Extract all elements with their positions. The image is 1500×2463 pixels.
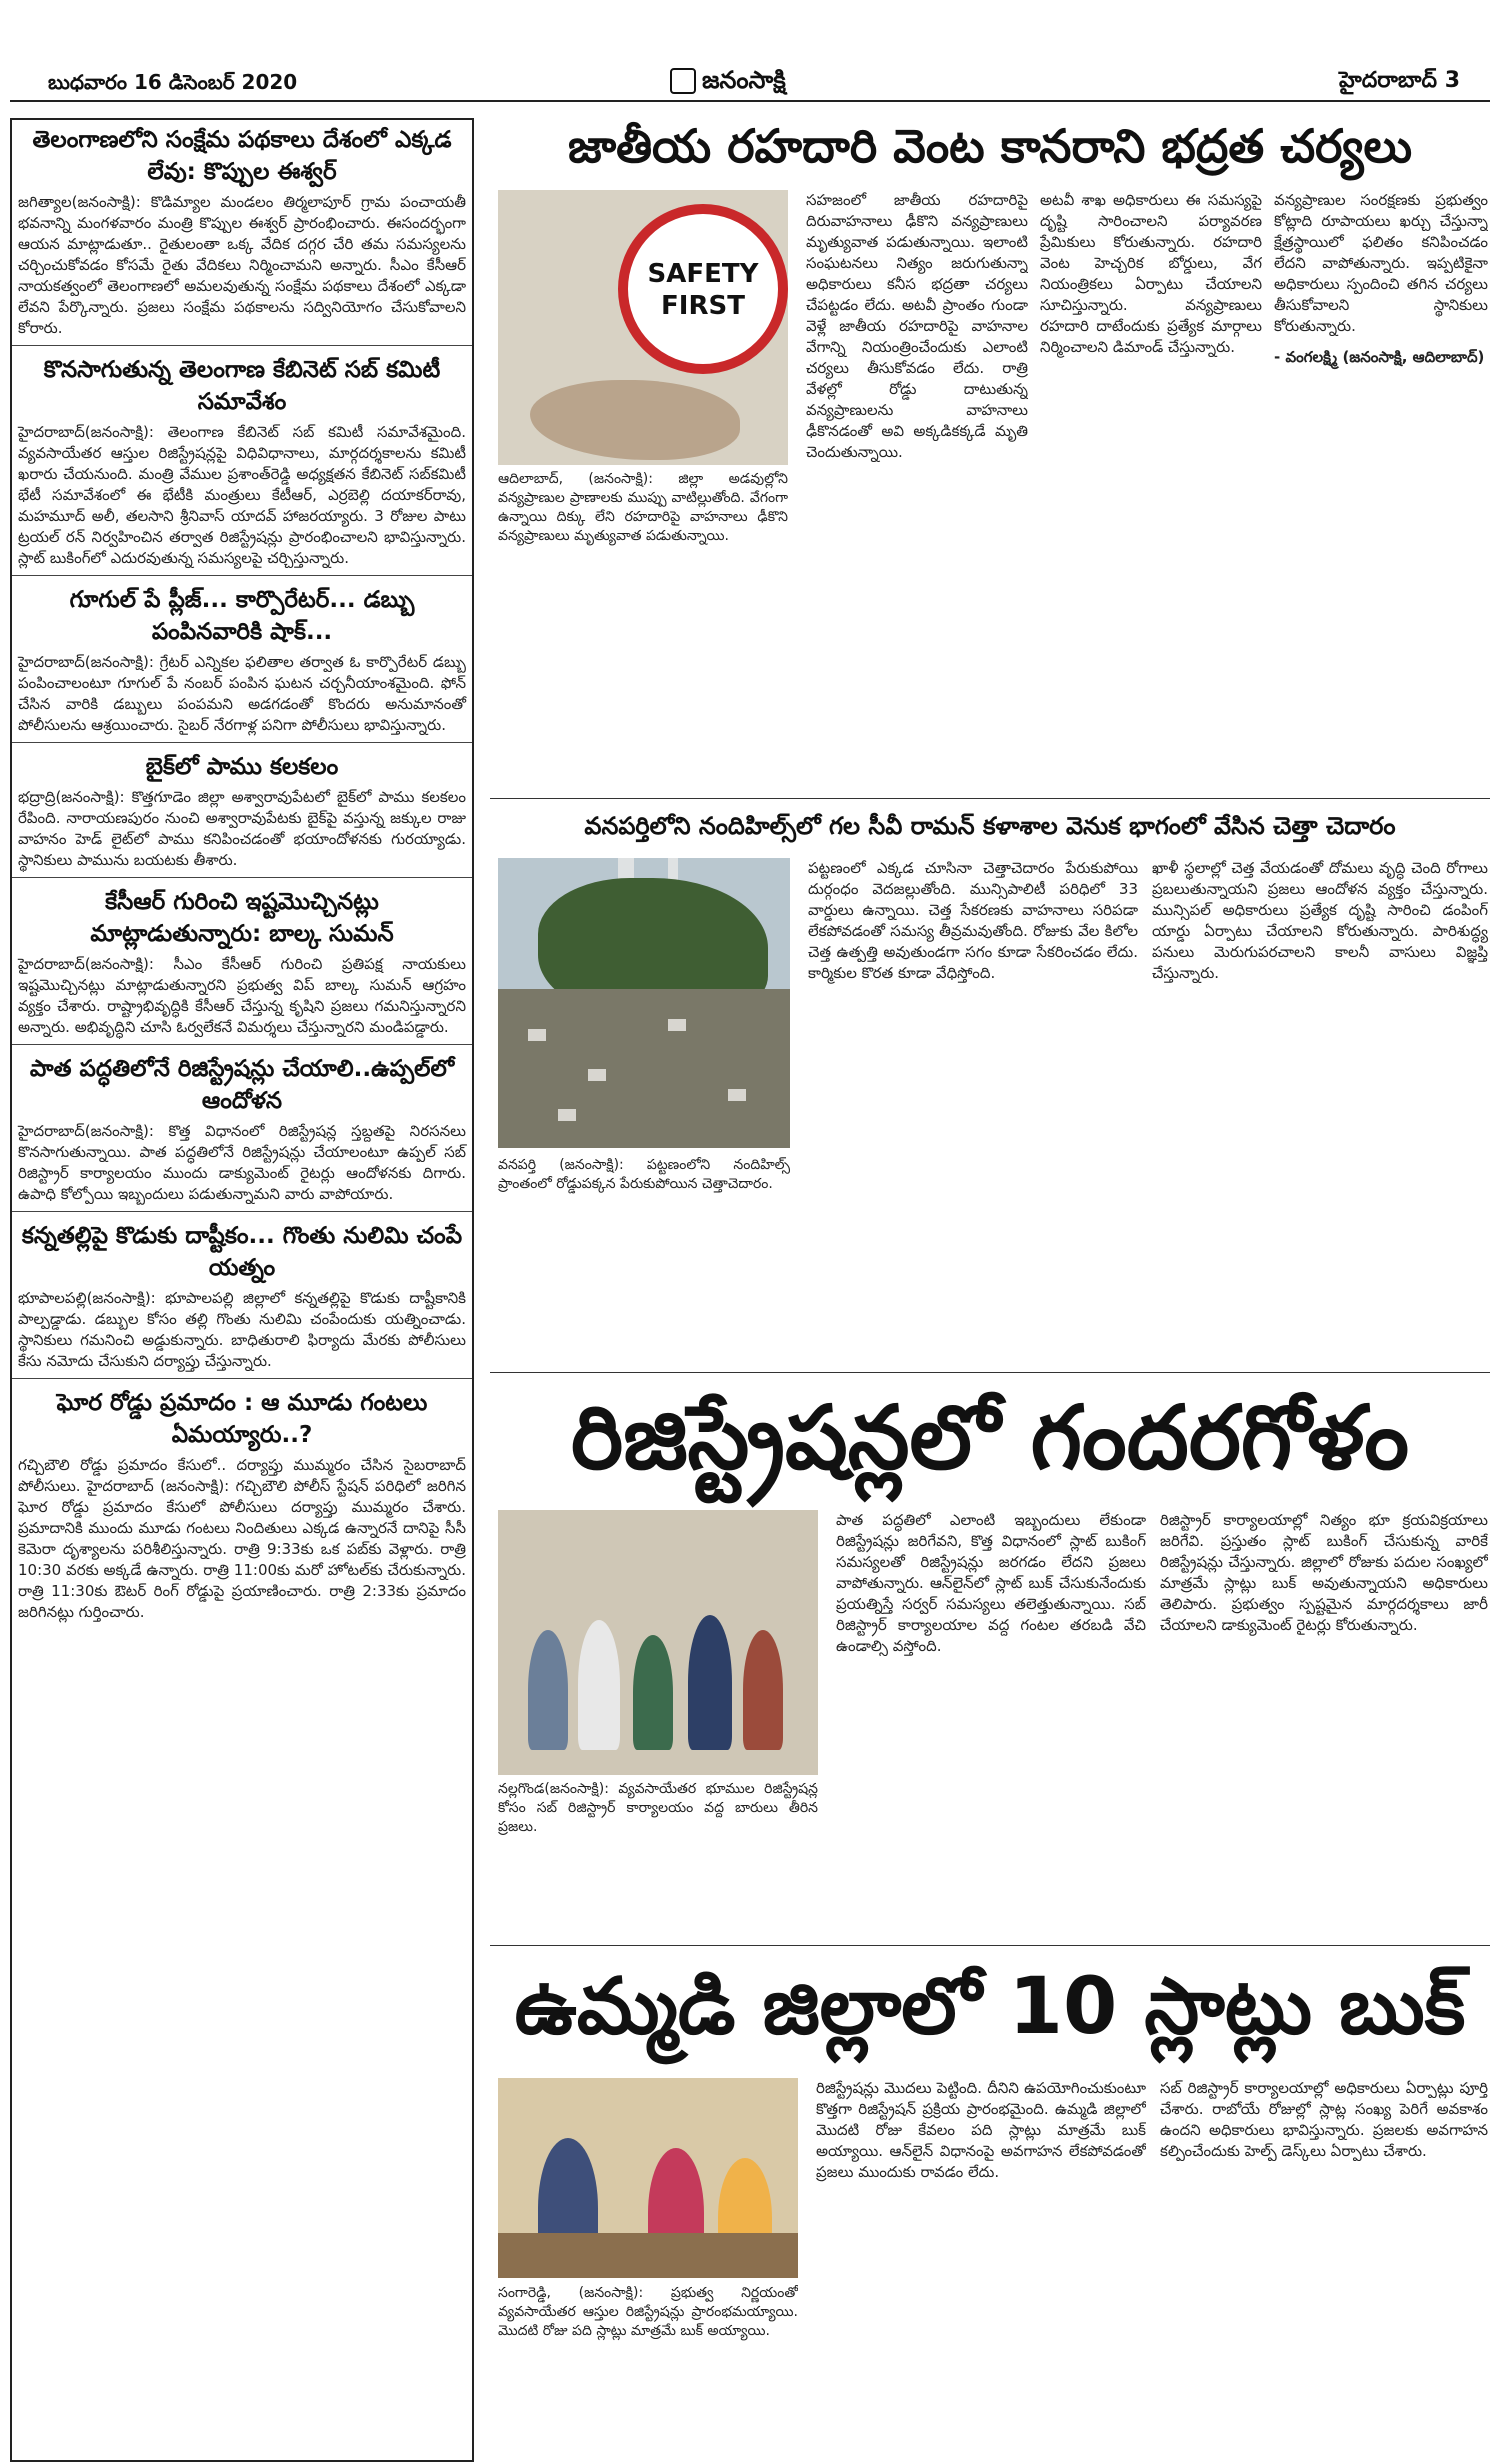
story4-headline: ఉమ్మడి జిల్లాలో 10 స్లాట్లు బుక్ bbox=[514, 1962, 1466, 2052]
divider bbox=[490, 1945, 1490, 1946]
story2-caption: వనపర్తి (జనంసాక్షి): పట్టణంలోని నందిహిల్స్ ప్రాంతంలో రోడ్డుపక్కన పేరుకుపోయిన చెత్తాచెదారం. bbox=[498, 1157, 790, 1192]
divider bbox=[490, 1372, 1490, 1373]
story-headline: ఘోర రోడ్డు ప్రమాదం : ఆ మూడు గంటలు ఏమయ్యారు..? bbox=[56, 1390, 428, 1448]
story1-column-1: సహజంలో జాతీయ రహదారిపై దిరువాహనాలు ఢీకొని వన్యప్రాణులు మృత్యువాత పడుతున్నాయి. ఇలాంటి సంఘటనలు నిత్యం జరుగుతున్నా అధికారులు కనీస భద్రతా చర్యలు చేపట్టడం లేదు. అటవీ ప్రాంతం గుండా వెళ్లే జాతీయ రహదారిపై వాహనాల వేగాన్ని నియంత్రించేందుకు ఎలాంటి చర్యలు తీసుకోవడం లేదు. రాత్రి వేళల్లో రోడ్డు దాటుతున్న వన్యప్రాణులను వాహనాలు ఢీకొనడంతో అవి అక్కడికక్కడే మృతి చెందుతున్నాయి. bbox=[806, 191, 1028, 461]
story1-photo bbox=[498, 190, 788, 465]
story-headline: కేసీఆర్ గురించి ఇష్టమొచ్చినట్లు మాట్లాడుతున్నారు: బాల్క సుమన్ bbox=[90, 889, 394, 947]
left-news-column bbox=[10, 118, 474, 2462]
story1-headline: జాతీయ రహదారి వెంట కానరాని భద్రత చర్యలు bbox=[567, 119, 1413, 173]
person-shape bbox=[688, 1615, 732, 1750]
story4-column-2: సబ్ రిజిస్ట్రార్ కార్యాలయాల్లో అధికారులు ఏర్పాట్లు పూర్తి చేశారు. రాబోయే రోజుల్లో స్లాట్ల సంఖ్య పెరిగే అవకాశం ఉందని అధికారులు భావిస్తున్నారు. ప్రజలకు అవగాహన కల్పించేందుకు హెల్ప్ డెస్క్‌లు ఏర్పాటు చేశారు. bbox=[1160, 2079, 1488, 2160]
story2-photo bbox=[498, 858, 790, 1148]
garbage-pile bbox=[498, 989, 790, 1149]
left-story-7 bbox=[12, 1216, 472, 1379]
left-story-4 bbox=[12, 747, 472, 878]
garbage-item bbox=[558, 1109, 576, 1121]
story4-caption: సంగారెడ్డి, (జనంసాక్షి): ప్రభుత్వ నిర్ణయంతో వ్యవసాయేతర ఆస్తుల రిజిస్ట్రేషన్లు ప్రారంభమయ్యాయి. మొదటి రోజు పది స్లాట్లు మాత్రమే బుక్ అయ్యాయి. bbox=[498, 2285, 798, 2339]
garbage-item bbox=[728, 1089, 746, 1101]
story3-photo bbox=[498, 1510, 818, 1775]
desk-shape bbox=[498, 2233, 798, 2278]
left-story-8 bbox=[12, 1383, 472, 1629]
story1-column-3: వన్యప్రాణుల సంరక్షణకు ప్రభుత్వం కోట్లాది రూపాయలు ఖర్చు చేస్తున్నా క్షేత్రస్థాయిలో ఫలితం కనిపించడం లేదని వాపోతున్నారు. ఇప్పటికైనా అధికారులు స్పందించి తగిన చర్యలు తీసుకోవాలని స్థానికులు కోరుతున్నారు. bbox=[1274, 191, 1488, 335]
story-headline: తెలంగాణలోని సంక్షేమ పథకాలు దేశంలో ఎక్కడ లేవు: కొప్పుల ఈశ్వర్ bbox=[32, 127, 452, 185]
logo-icon bbox=[670, 68, 696, 94]
story-body: హైదరాబాద్(జనంసాక్షి): సీఎం కేసీఆర్ గురించి ప్రతిపక్ష నాయకులు ఇష్టమొచ్చినట్లు మాట్లాడుతున్నారని ప్రభుత్వ విప్ బాల్క సుమన్ ఆగ్రహం వ్యక్తం చేశారు. రాష్ట్రాభివృద్ధికి కేసీఆర్ చేస్తున్న కృషిని ప్రజలు గమనిస్తున్నారని అన్నారు. అభివృద్ధిని చూసి ఓర్వలేకనే విమర్శలు చేస్తున్నారని మండిపడ్డారు. bbox=[18, 955, 466, 1036]
safety-sign bbox=[618, 204, 788, 374]
story-headline: బైక్‌లో పాము కలకలం bbox=[145, 754, 339, 780]
story-headline: కన్నతల్లిపై కొడుకు దాష్టీకం... గొంతు నులిమి చంపే యత్నం bbox=[21, 1223, 463, 1281]
story4-column-1: రిజిస్ట్రేషన్లు మొదలు పెట్టింది. దీనిని ఉపయోగించుకుంటూ కొత్తగా రిజిస్ట్రేషన్ ప్రక్రియ ప్రారంభమైంది. ఉమ్మడి జిల్లాలో మొదటి రోజు కేవలం పది స్లాట్లు మాత్రమే బుక్ అయ్యాయి. ఆన్‌లైన్ విధానంపై అవగాహన లేకపోవడంతో ప్రజలు ముందుకు రావడం లేదు. bbox=[816, 2079, 1146, 2181]
story1-caption: ఆదిలాబాద్, (జనంసాక్షి): జిల్లా అడవుల్లోని వన్యప్రాణుల ప్రాణాలకు ముప్పు వాటిల్లుతోంది. వేగంగా ఉన్నాయి దిక్కు లేని రహదారిపై వాహనాలు ఢీకొని వన్యప్రాణులు మృత్యువాత పడుతున్నాయి. bbox=[498, 471, 788, 544]
left-story-6 bbox=[12, 1049, 472, 1212]
garbage-item bbox=[528, 1029, 546, 1041]
divider bbox=[490, 798, 1490, 799]
safety-sign-text bbox=[628, 258, 778, 322]
sign-line-2: FIRST bbox=[661, 291, 745, 321]
story-headline: గూగుల్ పే ప్లీజ్... కార్పొరేటర్... డబ్బు పంపినవారికి షాక్... bbox=[69, 587, 415, 645]
garbage-item bbox=[588, 1069, 606, 1081]
story3-caption: నల్లగొండ(జనంసాక్షి): వ్యవసాయేతర భూముల రిజిస్ట్రేషన్ల కోసం సబ్ రిజిస్ట్రార్ కార్యాలయం వద్ద బారులు తీరిన ప్రజలు. bbox=[498, 1781, 818, 1835]
story-headline: కొనసాగుతున్న తెలంగాణ కేబినెట్ సబ్ కమిటీ సమావేశం bbox=[43, 357, 441, 415]
garbage-item bbox=[668, 1019, 686, 1031]
masthead bbox=[10, 60, 1490, 102]
story4-photo bbox=[498, 2078, 798, 2278]
left-story-2 bbox=[12, 350, 472, 576]
story3-headline: రిజిస్ట్రేషన్లలో గందరగోళం bbox=[571, 1386, 1409, 1489]
left-story-3 bbox=[12, 580, 472, 743]
issue-date: బుధవారం 16 డిసెంబర్ 2020 bbox=[48, 70, 298, 94]
edition-city bbox=[1339, 68, 1460, 98]
city-name: హైదరాబాద్ bbox=[1339, 68, 1438, 93]
story-body: హైదరాబాద్(జనంసాక్షి): కొత్త విధానంలో రిజిస్ట్రేషన్ల స్తబ్దతపై నిరసనలు కొనసాగుతున్నాయి. పాత పద్ధతిలోనే రిజిస్ట్రేషన్లు చేయాలంటూ ఉప్పల్ సబ్ రిజిస్ట్రార్ కార్యాలయం ముందు డాక్యుమెంట్ రైటర్లు ఆందోళనకు దిగారు. ఉపాధి కోల్పోయి ఇబ్బందులు పడుతున్నామని వారు వాపోయారు. bbox=[18, 1122, 466, 1203]
person-shape bbox=[743, 1630, 783, 1750]
story1-column-3-wrap bbox=[1274, 190, 1488, 790]
sign-line-1: SAFETY bbox=[647, 259, 759, 289]
paper-name: జనంసాక్షి bbox=[702, 66, 786, 94]
story2-headline: వనపర్తిలోని నందిహిల్స్‌లో గల సీవీ రామన్ కళాశాల వెనుక భాగంలో వేసిన చెత్తా చెదారం bbox=[584, 812, 1396, 840]
story-body: హైదరాబాద్(జనంసాక్షి): తెలంగాణ కేబినెట్ సబ్ కమిటీ సమావేశమైంది. వ్యవసాయేతర ఆస్తుల రిజిస్ట్రేషన్లపై విధివిధానాలు, మార్గదర్శకాలను కమిటీ ఖరారు చేయనుంది. మంత్రి వేముల ప్రశాంత్‌రెడ్డి అధ్యక్షతన కేబినెట్ సబ్‌కమిటీ భేటీ సమావేశంలో ఈ భేటీకి మంత్రులు కేటీఆర్, ఎర్రబెల్లి దయాకర్‌రావు, మహమూద్ అలీ, తలసాని శ్రీనివాస్ యాదవ్ హాజరయ్యారు. 3 రోజుల పాటు ట్రయల్ రన్ నిర్వహించిన తర్వాత రిజిస్ట్రేషన్లు ప్రారంభించాలని భావిస్తున్నారు. స్లాట్ బుకింగ్‌లో ఎదురవుతున్న సమస్యలపై చర్చిస్తున్నారు. bbox=[18, 423, 466, 567]
person-shape bbox=[633, 1635, 673, 1750]
left-story-1 bbox=[12, 120, 472, 346]
story-body: భూపాలపల్లి(జనంసాక్షి): భూపాలపల్లి జిల్లాలో కన్నతల్లిపై కొడుకు దాష్టీకానికి పాల్పడ్డాడు. డబ్బుల కోసం తల్లి గొంతు నులిమి చంపేందుకు యత్నించాడు. స్థానికులు గమనించి అడ్డుకున్నారు. బాధితురాలి ఫిర్యాదు మేరకు పోలీసులు కేసు నమోదు చేసుకుని దర్యాప్తు చేస్తున్నారు. bbox=[18, 1289, 466, 1370]
page-number: 3 bbox=[1444, 68, 1460, 93]
story3-column-1: పాత పద్ధతిలో ఎలాంటి ఇబ్బందులు లేకుండా రిజిస్ట్రేషన్లు జరిగేవని, కొత్త విధానంలో స్లాట్ బుకింగ్ సమస్యలతో రిజిస్ట్రేషన్లు జరగడం లేదని ప్రజలు వాపోతున్నారు. ఆన్‌లైన్‌లో స్లాట్ బుక్ చేసుకునేందుకు ప్రయత్నిస్తే సర్వర్ సమస్యలు తలెత్తుతున్నాయి. సబ్ రిజిస్ట్రార్ కార్యాలయాల వద్ద గంటల తరబడి వేచి ఉండాల్సి వస్తోంది. bbox=[836, 1511, 1146, 1655]
story2-column-2: ఖాళీ స్థలాల్లో చెత్త వేయడంతో దోమలు వృద్ధి చెంది రోగాలు ప్రబలుతున్నాయని ప్రజలు ఆందోళన వ్యక్తం చేస్తున్నారు. మున్సిపల్ అధికారులు ప్రత్యేక దృష్టి సారించి డంపింగ్ యార్డు ఏర్పాటు చేయాలని కోరుతున్నారు. పారిశుద్ధ్య పనులు మెరుగుపరచాలని కాలనీ వాసులు విజ్ఞప్తి చేస్తున్నారు. bbox=[1152, 859, 1488, 982]
story2-column-1: పట్టణంలో ఎక్కడ చూసినా చెత్తాచెదారం పేరుకుపోయి దుర్గంధం వెదజల్లుతోంది. మున్సిపాలిటీ పరిధిలో 33 వార్డులు ఉన్నాయి. చెత్త సేకరణకు వాహనాలు సరిపడా లేకపోవడంతో సమస్య తీవ్రమవుతోంది. రోజుకు వేల కిలోల చెత్త ఉత్పత్తి అవుతుండగా సగం కూడా సేకరించడం లేదు. కార్మికుల కొరత కూడా వేధిస్తోంది. bbox=[808, 859, 1138, 982]
story-body: జగిత్యాల(జనంసాక్షి): కొడిమ్యాల మండలం తిర్మలాపూర్ గ్రామ పంచాయతీ భవనాన్ని మంగళవారం మంత్రి కొప్పుల ఈశ్వర్ ప్రారంభించారు. ఈసందర్భంగా ఆయన మాట్లాడుతూ.. రైతులంతా ఒక్క వేదిక దగ్గర చేరి తమ సమస్యలను చర్చించుకోవడం కోసమే రైతు వేదికలు నిర్మించామని అన్నారు. సీఎం కేసీఆర్ నాయకత్వంలో తెలంగాణలో అమలవుతున్న సంక్షేమ పథకాలు దేశంలో ఎక్కడా లేవని పేర్కొన్నారు. ప్రజలు సంక్షేమ పథకాలను సద్వినియోగం చేసుకోవాలని కోరారు. bbox=[18, 193, 466, 337]
paper-logo bbox=[670, 66, 786, 100]
story3-column-2: రిజిస్ట్రార్ కార్యాలయాల్లో నిత్యం భూ క్రయవిక్రయాలు జరిగేవి. ప్రస్తుతం స్లాట్ బుకింగ్ చేసుకున్న వారికే రిజిస్ట్రేషన్లు చేస్తున్నారు. జిల్లాలో రోజుకు పదుల సంఖ్యలో మాత్రమే స్లాట్లు బుక్ అవుతున్నాయని అధికారులు తెలిపారు. ప్రభుత్వం స్పష్టమైన మార్గదర్శకాలు జారీ చేయాలని డాక్యుమెంట్ రైటర్లు కోరుతున్నారు. bbox=[1160, 1511, 1488, 1634]
story-body: హైదరాబాద్(జనంసాక్షి): గ్రేటర్ ఎన్నికల ఫలితాల తర్వాత ఓ కార్పొరేటర్ డబ్బు పంపించాలంటూ గూగుల్ పే నంబర్ పంపిన ఘటన చర్చనీయాంశమైంది. ఫోన్ చేసిన వారికి డబ్బులు పంపమని అడగడంతో కొందరు అనుమానంతో పోలీసులను ఆశ్రయించారు. సైబర్ నేరగాళ్ల పనిగా పోలీసులు భావిస్తున్నారు. bbox=[18, 653, 466, 734]
story1-byline: - వంగలక్ష్మి (జనంసాక్షి, ఆదిలాబాద్) bbox=[1274, 348, 1485, 366]
story-body: గచ్చిబౌలి రోడ్డు ప్రమాదం కేసులో.. దర్యాప్తు ముమ్మరం చేసిన సైబరాబాద్ పోలీసులు. హైదరాబాద్ (జనంసాక్షి): గచ్చిబౌలి పోలీస్ స్టేషన్ పరిధిలో జరిగిన ఘోర రోడ్డు ప్రమాదం కేసులో పోలీసులు దర్యాప్తు ముమ్మరం చేశారు. ప్రమాదానికి ముందు మూడు గంటలు నిందితులు ఎక్కడ ఉన్నారనే దానిపై సీసీ కెమెరా దృశ్యాలను పరిశీలిస్తున్నారు. రాత్రి 9:33కు ఒక పబ్‌కు వెళ్లారు. రాత్రి 10:30 వరకు అక్కడే ఉన్నారు. రాత్రి 11:00కు మరో హోటల్‌కు చేరుకున్నారు. రాత్రి 11:30కు ఔటర్ రింగ్ రోడ్డుపై ప్రయాణించారు. రాత్రి 2:33కు ప్రమాదం జరిగినట్లు గుర్తించారు. bbox=[18, 1456, 466, 1621]
story-body: భద్రాద్రి(జనంసాక్షి): కొత్తగూడెం జిల్లా అశ్వారావుపేటలో బైక్‌లో పాము కలకలం రేపింది. నారాయణపురం నుంచి అశ్వారావుపేటకు బైక్‌పై వస్తున్న జక్కుల రాజు వాహనం హెడ్ లైట్‌లో పాము కనిపించడంతో భయాందోళనకు గురయ్యాడు. స్థానికులు పామును బయటకు తీశారు. bbox=[18, 788, 466, 869]
person-shape bbox=[528, 1630, 568, 1750]
person-shape bbox=[578, 1620, 620, 1750]
story-headline: పాత పద్ధతిలోనే రిజిస్ట్రేషన్లు చేయాలి..ఉప్పల్‌లో ఆందోళన bbox=[29, 1056, 455, 1114]
story1-column-2: అటవీ శాఖ అధికారులు ఈ సమస్యపై దృష్టి సారించాలని పర్యావరణ ప్రేమికులు కోరుతున్నారు. రహదారి వెంట హెచ్చరిక బోర్డులు, వేగ నియంత్రికలు ఏర్పాటు చేయాలని సూచిస్తున్నారు. వన్యప్రాణులు రహదారి దాటేందుకు ప్రత్యేక మార్గాలు నిర్మించాలని డిమాండ్ చేస్తున్నారు. bbox=[1040, 191, 1262, 356]
left-story-5 bbox=[12, 882, 472, 1045]
